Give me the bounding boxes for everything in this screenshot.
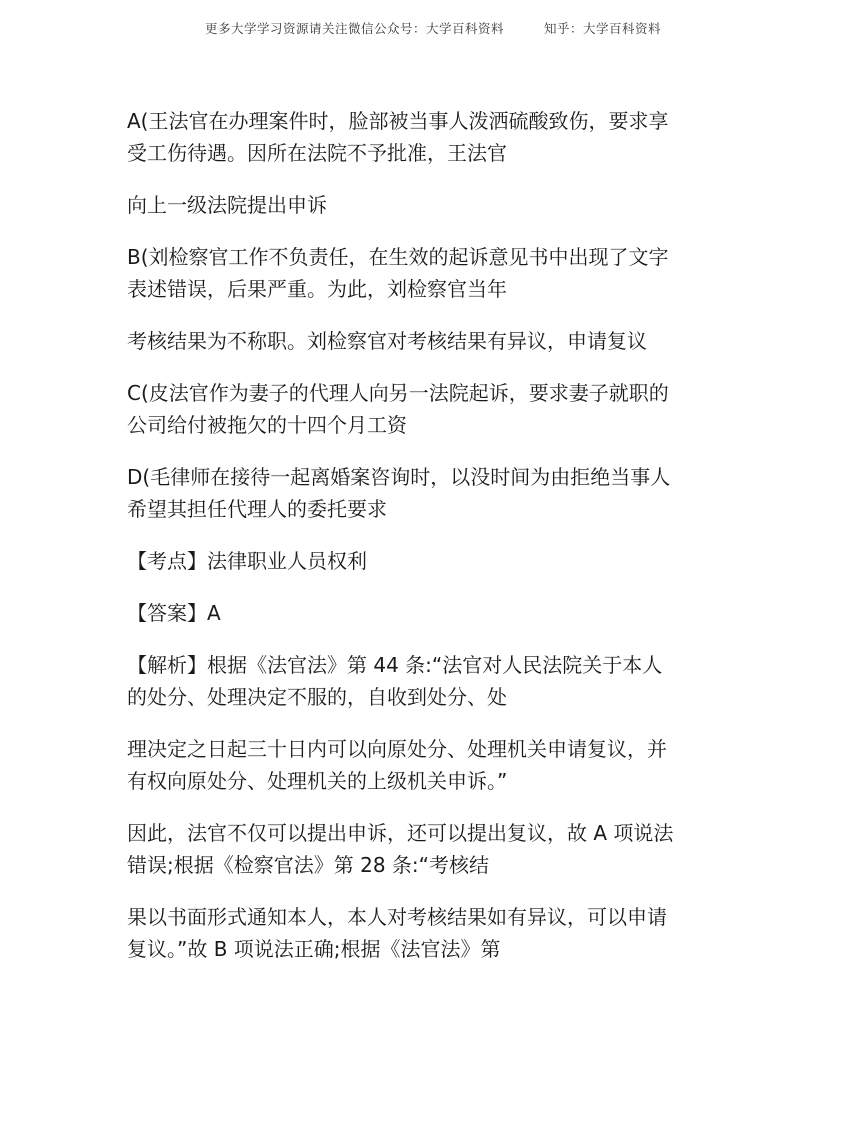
text-line: 【答案】A (127, 601, 221, 625)
text-line: 复议。”故 B 项说法正确;根据《法官法》第 (127, 937, 501, 961)
analysis-continued-2 (127, 817, 747, 881)
option-b-continued (127, 325, 747, 357)
text-line: 【解析】根据《法官法》第 44 条:“法官对人民法院关于本人 (127, 653, 663, 677)
text-line: 因此，法官不仅可以提出申诉，还可以提出复议，故 A 项说法 (127, 821, 674, 845)
option-c (127, 377, 747, 441)
analysis (127, 649, 747, 713)
option-a (127, 105, 747, 169)
analysis-continued-1 (127, 733, 747, 797)
text-line: D(毛律师在接待一起离婚案咨询时，以没时间为由拒绝当事人 (127, 465, 671, 489)
text-line: 理决定之日起三十日内可以向原处分、处理机关申请复议，并 (127, 737, 667, 761)
document-body (127, 105, 747, 985)
text-line: 的处分、处理决定不服的，自收到处分、处 (127, 685, 507, 709)
page-header (0, 19, 866, 37)
text-line: 向上一级法院提出申诉 (127, 193, 327, 217)
text-line: 考核结果为不称职。刘检察官对考核结果有异议，申请复议 (127, 329, 647, 353)
text-line: 希望其担任代理人的委托要求 (127, 497, 387, 521)
text-line: 果以书面形式通知本人，本人对考核结果如有异议，可以申请 (127, 905, 667, 929)
answer (127, 597, 747, 629)
text-line: B(刘检察官工作不负责任，在生效的起诉意见书中出现了文字 (127, 245, 669, 269)
text-line: 公司给付被拖欠的十四个月工资 (127, 413, 407, 437)
text-line: 受工伤待遇。因所在法院不予批准，王法官 (127, 141, 507, 165)
text-line: 有权向原处分、处理机关的上级机关申诉。” (127, 769, 508, 793)
key-point (127, 545, 747, 577)
text-line: C(皮法官作为妻子的代理人向另一法院起诉，要求妻子就职的 (127, 381, 669, 405)
option-d (127, 461, 747, 525)
text-line: A(王法官在办理案件时，脸部被当事人泼洒硫酸致伤，要求享 (127, 109, 669, 133)
option-b (127, 241, 747, 305)
text-line: 表述错误，后果严重。为此，刘检察官当年 (127, 277, 507, 301)
analysis-continued-3 (127, 901, 747, 965)
text-line: 【考点】法律职业人员权利 (127, 549, 367, 573)
text-line: 错误;根据《检察官法》第 28 条:“考核结 (127, 853, 490, 877)
header-zhihu-text: 知乎：大学百科资料 (544, 21, 662, 36)
option-a-continued (127, 189, 747, 221)
header-promo-text: 更多大学学习资源请关注微信公众号：大学百科资料 (204, 21, 504, 36)
